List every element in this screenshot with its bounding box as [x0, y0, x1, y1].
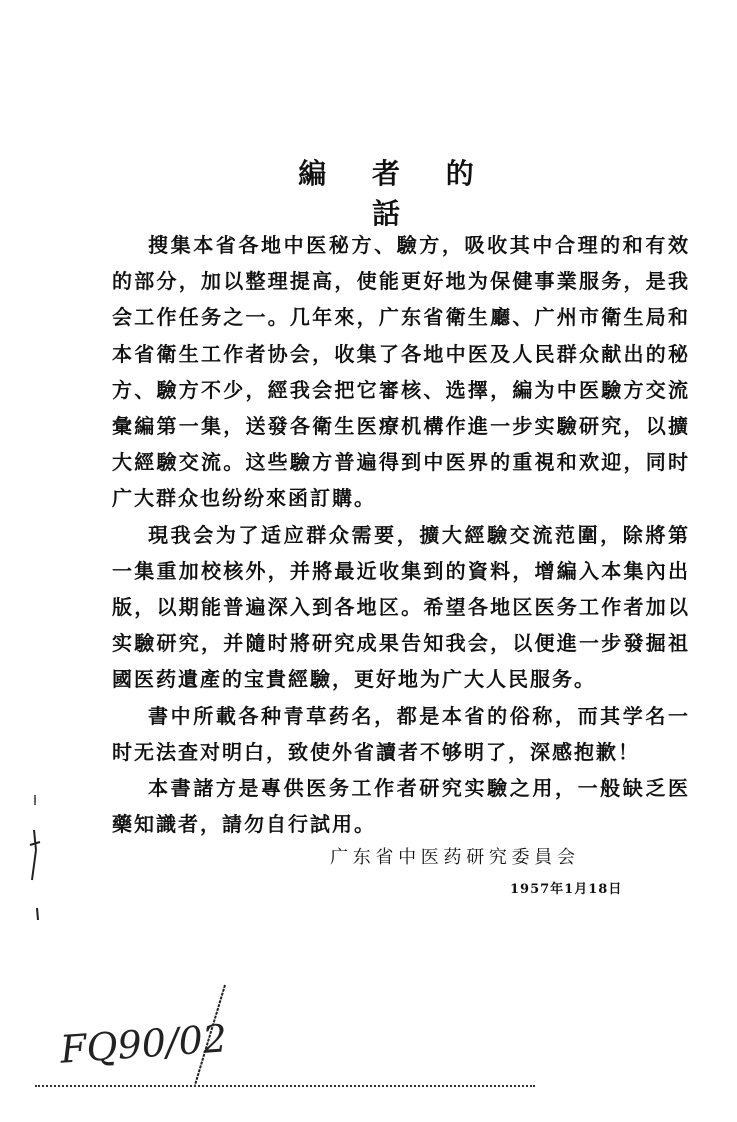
text-line: 現我会为了适应群众需要，擴大經驗交流范圍，除將第	[148, 522, 688, 547]
text-line: 藥知識者，請勿自行試用。	[112, 812, 376, 837]
text-line: 一集重加校核外，并將最近收集到的資料，增編入本集內出	[112, 558, 688, 583]
text-line: 会工作任务之一。几年來，广东省衛生廳、广州市衛生局和	[112, 305, 688, 330]
text-line: 本書諸方是專供医务工作者研究实驗之用，一般缺乏医	[148, 776, 688, 800]
text-line: 时无法查对明白，致使外省讀者不够明了，深感抱歉！	[112, 739, 640, 764]
text-line: 版，以期能普遍深入到各地区。希望各地区医务工作者加以	[112, 595, 688, 619]
text-line: 的部分，加以整理提高，使能更好地为保健事業服务，是我	[112, 269, 688, 294]
page-title: 編 者 的 話	[298, 157, 492, 230]
margin-marks	[20, 790, 50, 930]
signature: 广东省中医药研究委員会	[330, 847, 575, 868]
text-line: 搜集本省各地中医秘方、驗方，吸收其中合理的和有效	[148, 233, 688, 257]
text-line: 广大群众也纷纷來函訂購。	[112, 486, 376, 511]
handwritten-slash	[185, 980, 235, 1090]
handwritten-note: FQ90/02	[58, 1016, 229, 1072]
text-line: 方、驗方不少，經我会把它審核、选擇，編为中医驗方交流	[112, 377, 688, 402]
text-line: 实驗研究，并隨时將研究成果告知我会，以便進一步發掘祖	[112, 631, 688, 656]
date: 1957年1月18日	[510, 882, 623, 897]
text-line: 書中所載各种青草药名，都是本省的俗称，而其学名一	[148, 703, 688, 728]
text-line: 大經驗交流。这些驗方普遍得到中医界的重視和欢迎，同时	[112, 450, 688, 475]
text-line: 彙編第一集，送發各衛生医療机構作進一步实驗研究，以擴	[112, 414, 688, 438]
text-line: 本省衛生工作者协会，收集了各地中医及人民群众献出的秘	[112, 341, 688, 366]
text-line: 國医药遺產的宝貴經驗，更好地为广大人民服务。	[112, 667, 596, 692]
bottom-rule	[35, 1085, 535, 1087]
